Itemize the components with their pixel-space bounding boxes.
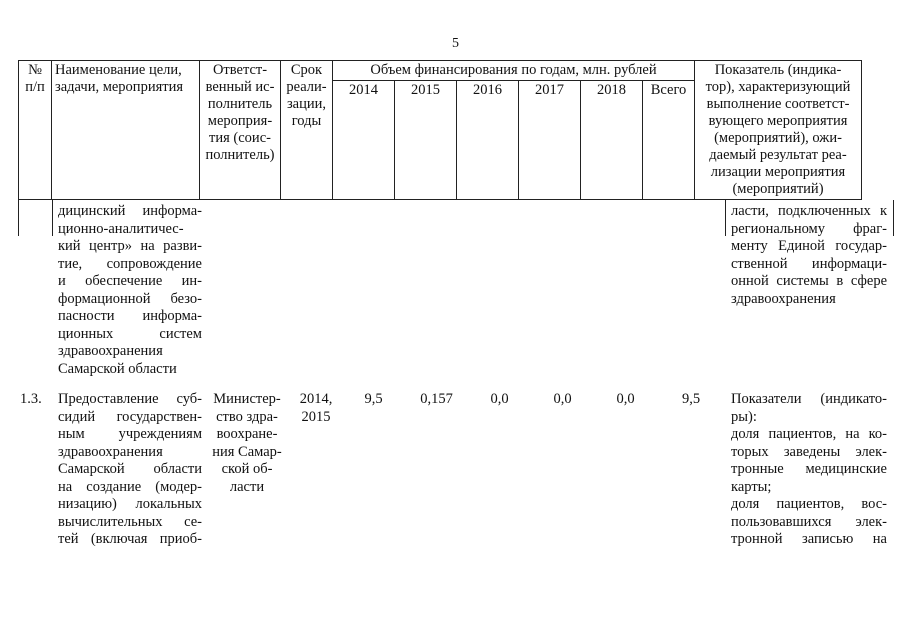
header-col-term: Срок реали- зации, годы <box>281 61 333 200</box>
header-col-responsible: Ответст- венный ис- полнитель мероприя- тия (соис- полнитель) <box>200 61 281 200</box>
border-line <box>52 200 53 236</box>
header-col-name: Наименование цели, задачи, мероприятия <box>52 61 200 200</box>
value-2018: 0,0 <box>616 391 635 407</box>
header-col-financing: Объем финансирования по годам, млн. рублей <box>333 61 695 81</box>
row-number: 1.3. <box>20 391 42 407</box>
continued-row-indicator: ласти, подключенных к региональному фраг- менту Единой государ- ственной информаци- онной системы в сфере здравоохранения <box>731 203 887 307</box>
value-2017: 0,0 <box>553 391 572 407</box>
header-col-indicator: Показатель (индика- тор), характеризующий выполнение соответст- вующего мероприятия (мероприятий), ожи- даемый результат реа- лизации мероприятия (мероприятий) <box>695 61 862 200</box>
header-year-2018: 2018 <box>581 81 643 200</box>
row-responsible: Министер- ство здра- воохране- ния Самар- ской об- ласти <box>212 391 282 495</box>
value-2015: 0,157 <box>420 391 453 407</box>
row-name: Предоставление суб- сидий государствен- ным учреждениям здравоохранения Самарской области на создание (модер- низацию) локальных вычислительных се- тей (включая приоб- <box>58 391 202 547</box>
header-year-2016: 2016 <box>457 81 519 200</box>
header-total: Всего <box>643 81 695 200</box>
value-total: 9,5 <box>681 391 701 407</box>
border-line <box>18 200 19 236</box>
row-term: 2014, 2015 <box>299 391 333 425</box>
page-number: 5 <box>452 36 459 51</box>
header-year-2014: 2014 <box>333 81 395 200</box>
header-col-number: № п/п <box>19 61 52 200</box>
border-line <box>725 200 726 236</box>
continued-row-name: дицинский информа- ционно-аналитичес- кий центр» на разви- тие, сопровождение и обеспечение ин- формационной безо- пасности информа- ционных систем здравоохранения Самарской области <box>58 203 202 377</box>
value-2016: 0,0 <box>490 391 509 407</box>
table-header <box>18 60 862 200</box>
header-year-2015: 2015 <box>395 81 457 200</box>
value-2014: 9,5 <box>364 391 383 407</box>
header-year-2017: 2017 <box>519 81 581 200</box>
border-line <box>893 200 894 236</box>
row-indicator: Показатели (индикато- ры): доля пациентов, на ко- торых заведены элек- тронные медицинские карты; доля пациентов, вос- пользовавшихся элек- тронной записью на <box>731 391 887 547</box>
